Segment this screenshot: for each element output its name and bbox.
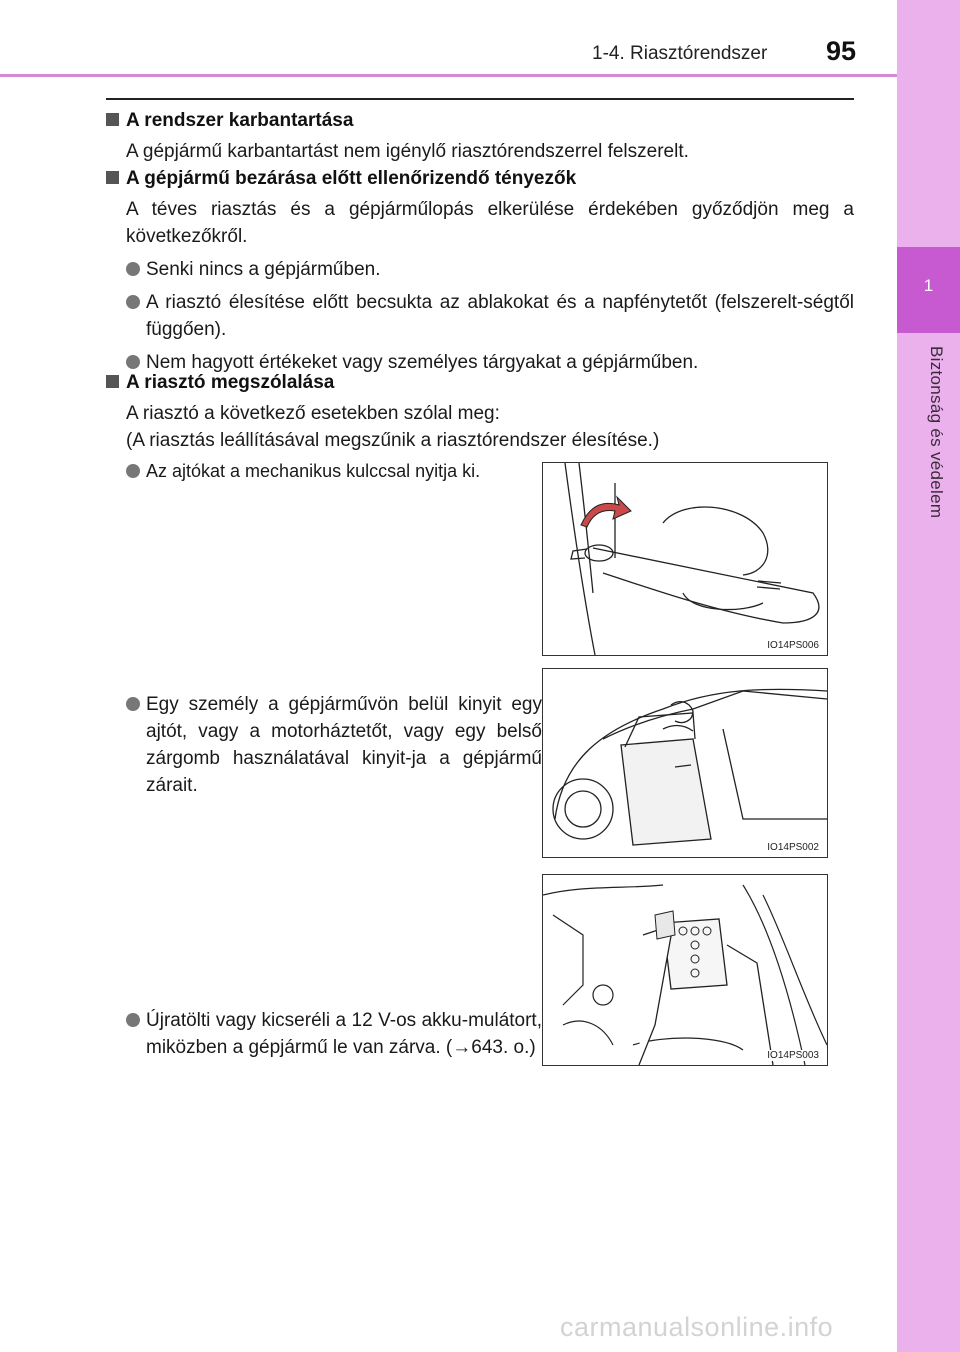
- watermark: carmanualsonline.info: [560, 1312, 834, 1342]
- list-item: A riasztó élesítése előtt becsukta az ablakokat és a napfénytetőt (felszerelt-ségtől függően).: [126, 289, 854, 343]
- section-heading: A riasztó megszólalása: [106, 370, 854, 396]
- bullet-list: [106, 256, 854, 376]
- square-bullet-icon: [106, 113, 119, 126]
- side-tab-title: Biztonság és védelem: [927, 346, 946, 519]
- figure-battery: [542, 874, 828, 1066]
- figure-code: IO14PS002: [767, 842, 819, 853]
- header-rule: [0, 74, 897, 77]
- round-bullet-icon: [126, 464, 140, 478]
- section-maintenance: [106, 108, 854, 165]
- header-section-title: 1-4. Riasztórendszer: [592, 43, 768, 64]
- square-bullet-icon: [106, 171, 119, 184]
- round-bullet-icon: [126, 295, 140, 309]
- section-heading: A gépjármű bezárása előtt ellenőrizendő tényezők: [106, 166, 854, 192]
- round-bullet-icon: [126, 262, 140, 276]
- car-door-illustration: [543, 669, 827, 857]
- section-text: A téves riasztás és a gépjárműlopás elkerülése érdekében győződjön meg a következőkről.: [126, 199, 854, 247]
- list-item: Újratölti vagy kicseréli a 12 V-os akku-mulátort, miközben a gépjármű le van zárva. (→643. o.): [126, 1007, 542, 1061]
- list-item: Egy személy a gépjárművön belül kinyit egy ajtót, vagy a motorháztetőt, vagy egy belső zárgomb használatával kinyit-ja a gépjármű zárait.: [126, 691, 542, 799]
- list-item: Senki nincs a gépjárműben.: [126, 256, 854, 283]
- section-text: A gépjármű karbantartást nem igénylő riasztórendszerrel felszerelt.: [126, 141, 689, 162]
- section-text-line: (A riasztás leállításával megszűnik a riasztórendszer élesítése.): [126, 430, 660, 451]
- page-number: 95: [826, 36, 857, 66]
- content-rule: [106, 98, 854, 100]
- battery-illustration: [543, 875, 827, 1065]
- list-item: Nem hagyott értékeket vagy személyes tárgyakat a gépjárműben.: [126, 349, 854, 376]
- section-before-locking: [106, 166, 854, 376]
- figure-door-key: [542, 462, 828, 656]
- section-alarm-triggers: [106, 370, 854, 454]
- section-heading: A rendszer karbantartása: [106, 108, 854, 134]
- round-bullet-icon: [126, 1013, 140, 1027]
- door-handle-illustration: [543, 463, 827, 655]
- round-bullet-icon: [126, 697, 140, 711]
- section-text-line: A riasztó a következő esetekben szólal meg:: [126, 403, 500, 424]
- side-tab-number: 1: [923, 276, 934, 295]
- figure-code: IO14PS003: [767, 1050, 819, 1061]
- list-item: Az ajtókat a mechanikus kulccsal nyitja ki.: [126, 458, 542, 485]
- figure-person-door: [542, 668, 828, 858]
- side-tab: [897, 0, 960, 1352]
- round-bullet-icon: [126, 355, 140, 369]
- figure-code: IO14PS006: [767, 640, 819, 651]
- square-bullet-icon: [106, 375, 119, 388]
